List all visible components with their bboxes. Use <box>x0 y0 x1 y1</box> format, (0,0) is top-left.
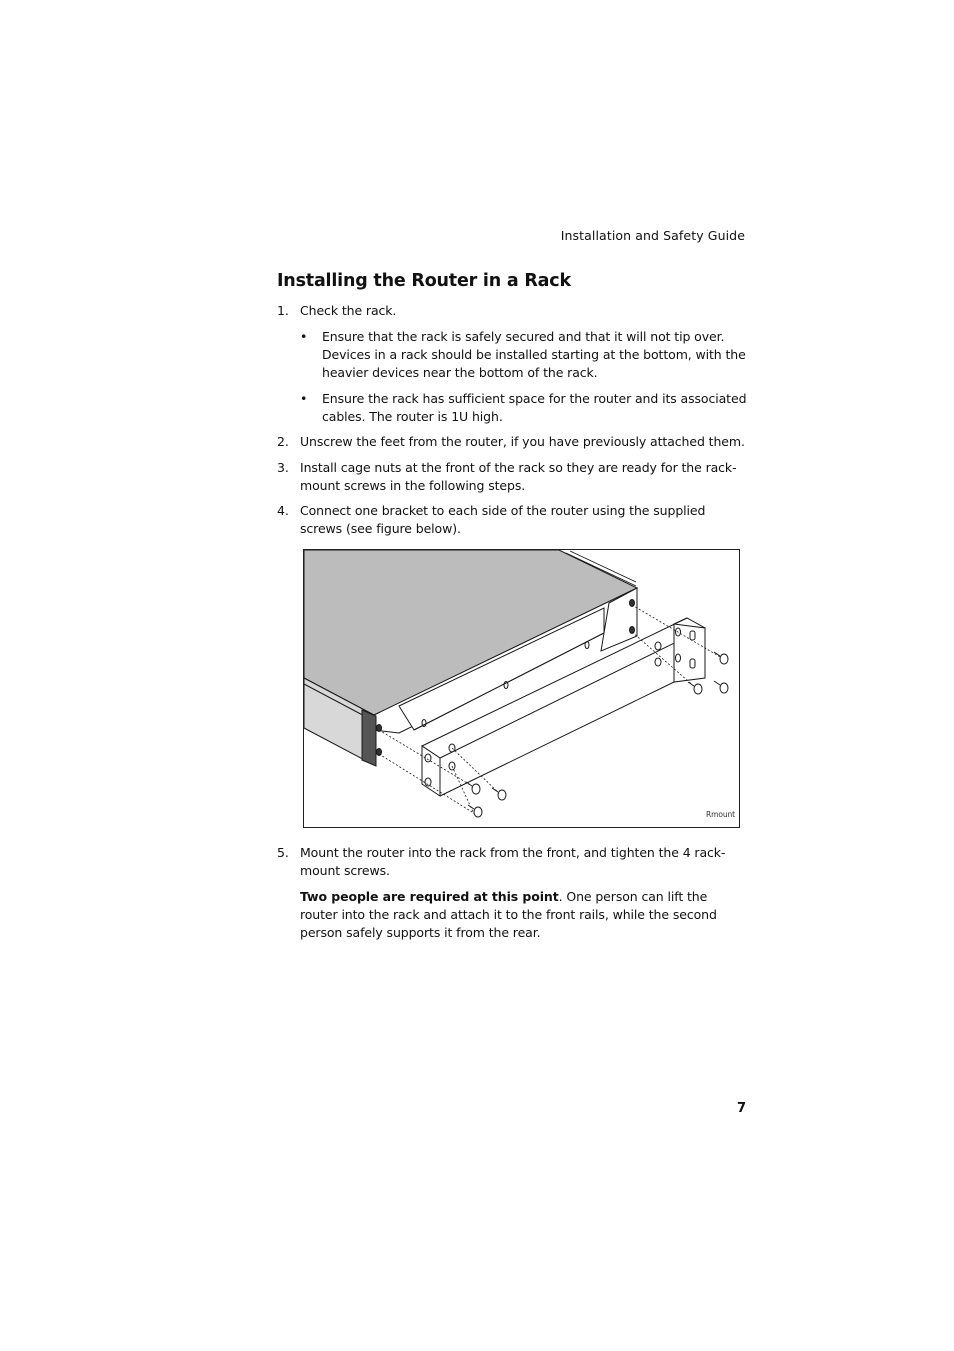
step-2 <box>277 433 747 451</box>
page-number: 7 <box>737 1101 747 1116</box>
step-1 <box>277 302 747 320</box>
step-number: 1. <box>277 303 289 318</box>
bullet-dot: • <box>300 390 308 406</box>
section-body <box>277 302 747 942</box>
step-text: Unscrew the feet from the router, if you have previously attached them. <box>300 434 745 449</box>
bullet-text: Ensure that the rack is safely secured and that it will not tip over. Devices in a rack should be installed starting at the bottom, with the heavier devices near the bottom of the rack. <box>322 329 746 380</box>
two-person-note <box>277 888 747 942</box>
step-4 <box>277 502 747 538</box>
step-text: Install cage nuts at the front of the rack so they are ready for the rack-mount screws in the following steps. <box>300 459 737 493</box>
bullet-dot: • <box>300 329 308 344</box>
step-text: Check the rack. <box>300 303 397 318</box>
step-number: 4. <box>277 503 289 518</box>
step-number: 2. <box>277 434 289 449</box>
figure-label: Rmount <box>706 810 735 819</box>
router-bracket-illustration <box>304 550 741 829</box>
rack-mount-figure <box>303 549 740 828</box>
step-number: 5. <box>277 845 289 860</box>
section-heading: Installing the Router in a Rack <box>277 271 571 291</box>
step-number: 3. <box>277 459 289 475</box>
step-text: Mount the router into the rack from the front, and tighten the 4 rack-mount screws. <box>300 845 726 878</box>
note-text: . One person can lift the router into the rack and attach it to the front rails, while the second person safely supports it from the rear. <box>300 888 717 940</box>
running-header: Installation and Safety Guide <box>560 228 745 243</box>
bullet-item <box>277 390 747 426</box>
step-text: Connect one bracket to each side of the router using the supplied screws (see figure below). <box>300 503 706 536</box>
bullet-item <box>277 328 747 382</box>
note-emphasis: Two people are required at this point <box>300 888 559 904</box>
step-3 <box>277 459 747 495</box>
step-5 <box>277 844 747 880</box>
bullet-text: Ensure the rack has sufficient space for the router and its associated cables. The router is 1U high. <box>322 390 747 424</box>
